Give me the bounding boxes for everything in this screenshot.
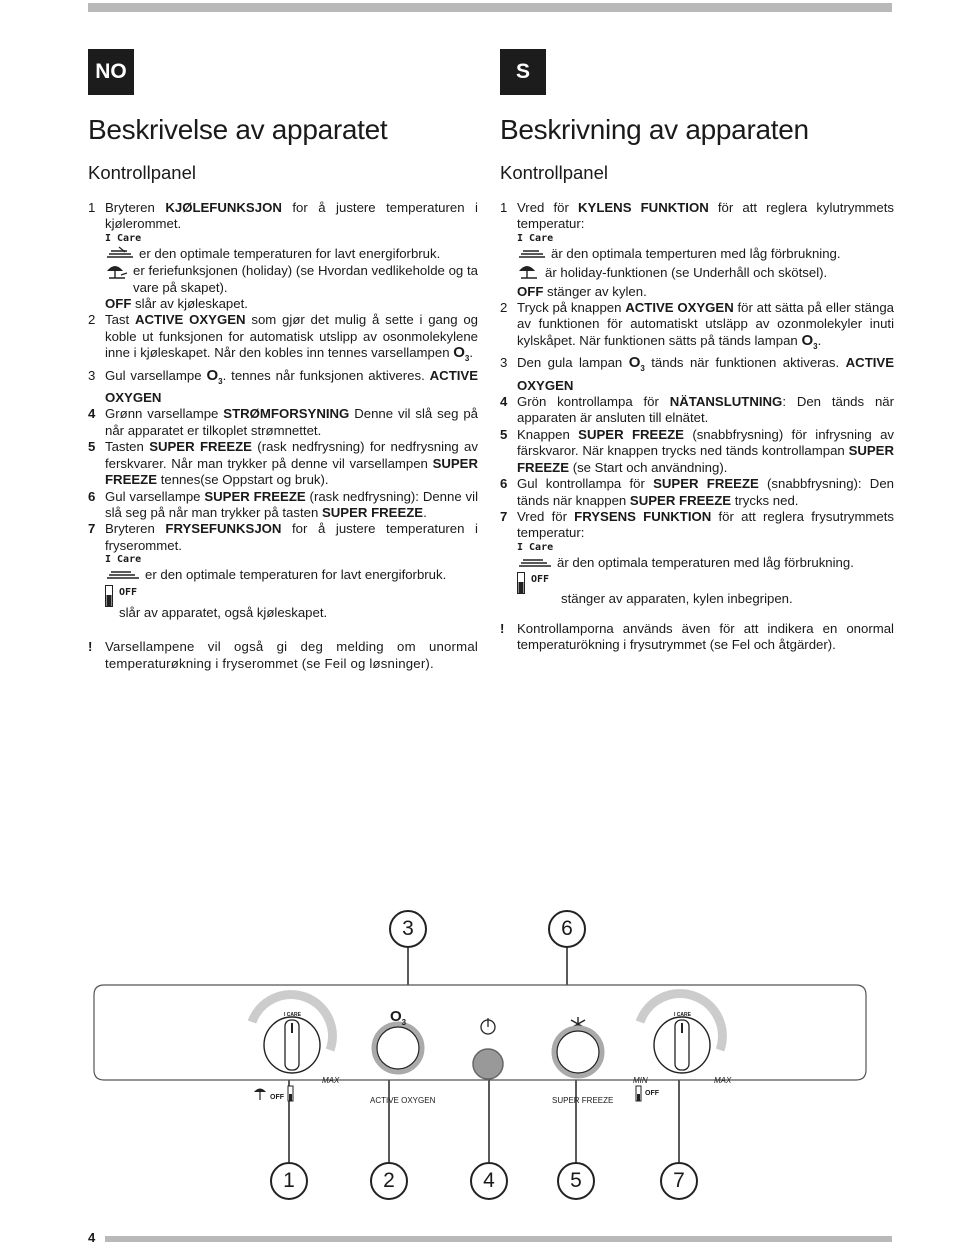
eco-snowflake-icon (517, 554, 553, 572)
callout-1: 1 (270, 1162, 308, 1200)
section-title: Beskrivelse av apparatet (88, 114, 388, 145)
holiday-umbrella-icon (105, 263, 129, 283)
bottom-rule (105, 1236, 892, 1242)
ozone-icon: $O_3$ (453, 344, 470, 364)
off-switch-icon (517, 572, 525, 598)
section-title: Beskrivning av apparaten (500, 114, 809, 145)
language-badge-s: S (500, 49, 546, 95)
column-norwegian (88, 114, 478, 672)
page-number: 4 (88, 1230, 96, 1245)
list-item: 1 Vred för KYLENS FUNKTION för att reglera kylutrymmets temperatur: I Care är den optimala temperturen med låg förbrukning. är holiday-funktionen (se Underhåll och skötsel). OFF stänger av kylen. (500, 200, 895, 299)
column-swedish (500, 114, 894, 654)
list-item: 3 Den gula lampan $O_3$ tänds när funktionen aktiveras. ACTIVE OXYGEN (500, 354, 894, 393)
callout-4: 4 (470, 1162, 508, 1200)
icare-label-right: I CARE (674, 1012, 691, 1018)
eco-snowflake-icon (105, 245, 135, 263)
list-item: 6 Gul varsellampe SUPER FREEZE (rask nedfrysning): Denne vil slå seg på når man trykker på tasten SUPER FREEZE. (88, 488, 478, 520)
item-number: 1 (88, 200, 96, 215)
callout-7: 7 (660, 1162, 698, 1200)
off-label: OFF (531, 574, 550, 586)
off-label: OFF (119, 586, 138, 598)
ozone-icon: $O_3$ (206, 366, 223, 386)
list-item: 5 Knappen SUPER FREEZE (snabbfrysning) för infrysning av färskvaror. När knappen trycks ned tänds kontrollampan SUPER FREEZE (se Start och användning). (500, 426, 895, 475)
top-rule (88, 3, 892, 12)
section-subtitle: Kontrollpanel (88, 162, 196, 183)
max-label-left: MAX (322, 1076, 340, 1085)
ozone-icon: $O_3$ (390, 1008, 407, 1027)
list-item: 7 Bryteren FRYSEFUNKSJON for å justere temperaturen i fryserommet. I Care er den optimale temperaturen for lavt energiforbruk. OFF slår av apparatet, også kjøleskapet. (88, 521, 478, 620)
i-care-label: I Care (105, 232, 142, 244)
i-care-label: I Care (517, 541, 554, 553)
off-label-right: OFF (645, 1090, 659, 1097)
list-item: 1 Bryteren KJØLEFUNKSJON for å justere temperaturen i kjølerommet. I Care er den optimale temperaturen for lavt energiforbruk. er feriefunksjonen (holiday) (se Hvordan vedlikeholde og ta vare på skapet). OFF slår av kjøleskapet. (88, 200, 478, 312)
item-list (500, 200, 894, 654)
list-item: 6 Gul kontrollampa för SUPER FREEZE (snabbfrysning): Den tänds när knappen SUPER FREEZE trycks ned. (500, 476, 895, 508)
list-item: 7 Vred för FRYSENS FUNKTION för att reglera frysutrymmets temperatur: I Care är den optimala temperaturen med låg förbrukning. OFF stänger av apparaten, kylen inbegripen. (500, 508, 895, 606)
callout-2: 2 (370, 1162, 408, 1200)
item-list (88, 200, 478, 672)
eco-snowflake-icon (517, 245, 547, 263)
eco-snowflake-icon (105, 566, 141, 584)
i-care-label: I Care (517, 232, 554, 244)
off-label-left: OFF (270, 1094, 284, 1101)
super-freeze-label: SUPER FREEZE (552, 1096, 614, 1105)
active-oxygen-label: ACTIVE OXYGEN (370, 1096, 436, 1105)
language-badge-no: NO (88, 49, 134, 95)
min-label: MIN (633, 1076, 648, 1085)
list-item: 5 Tasten SUPER FREEZE (rask nedfrysning) for nedfrysning av ferskvarer. Når man trykker på denne vil varsellampen SUPER FREEZE tennes(se Oppstart og bruk). (88, 439, 478, 488)
i-care-label: I Care (105, 554, 142, 566)
max-label-right: MAX (714, 1076, 732, 1085)
callout-3: 3 (389, 910, 427, 948)
note-item: ! Kontrollamporna används även för att indikera en onormal temperaturökning i frysutrymmet (se Fel och åtgärder). (500, 620, 894, 653)
section-subtitle: Kontrollpanel (500, 162, 608, 183)
note-item: ! Varsellampene vil også gi deg melding om unormal temperaturøkning i fryserommet (se Feil og løsninger). (88, 639, 478, 671)
ozone-icon: $O_3$ (801, 331, 818, 351)
holiday-umbrella-icon (517, 263, 541, 283)
callout-5: 5 (557, 1162, 595, 1200)
callout-6: 6 (548, 910, 586, 948)
list-item: 4 Grønn varsellampe STRØMFORSYNING Denne vil slå seg på når apparatet er tilkoplet strømnettet. (88, 406, 478, 438)
icare-label-left: I CARE (284, 1012, 301, 1018)
list-item: 3 Gul varsellampe $O_3$. tennes når funksjonen aktiveres. ACTIVE OXYGEN (88, 366, 479, 406)
list-item: 2 Tryck på knappen ACTIVE OXYGEN för att sätta på eller stänga av funktionen för automatiskt utsläpp av ozonmolekyler inuti kylskåpet. När funktionen sätts på tänds lampan $O_3$. (500, 300, 894, 351)
list-item: 2 Tast ACTIVE OXYGEN som gjør det mulig å sette i gang og koble ut funksjonen for automatisk utslipp av osonmolekylene inne i kjøleskapet. Når den kobles inn tennes varsellampen $O_3$. (88, 312, 478, 364)
ozone-icon: $O_3$ (628, 354, 645, 374)
list-item: 4 Grön kontrollampa för NÄTANSLUTNING: Den tänds när apparaten är ansluten till elnätet. (500, 394, 895, 426)
control-panel-illustration (0, 900, 960, 1220)
off-switch-icon (105, 585, 113, 611)
